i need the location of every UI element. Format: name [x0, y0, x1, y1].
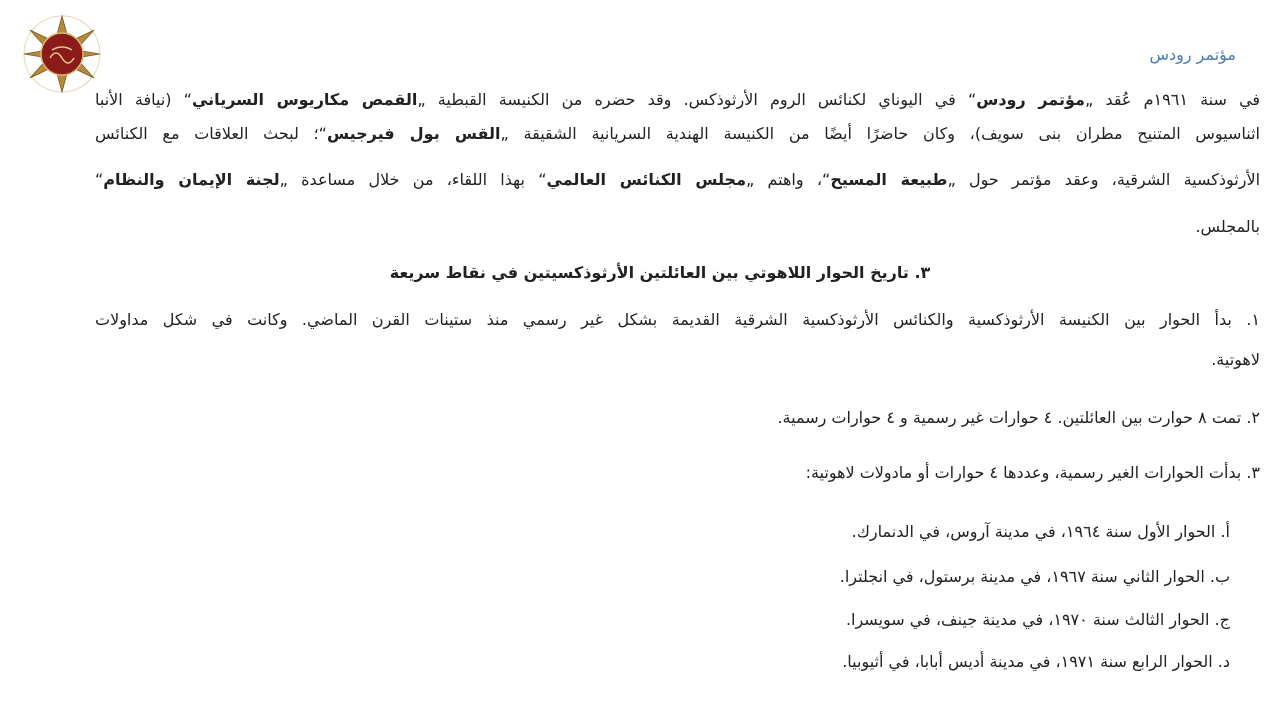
list-item-continuation: لاهوتية.	[1211, 350, 1260, 369]
list-item: ١. بدأ الحوار بين الكنيسة الأرثوذكسية والكنائس الأرثوذكسية الشرقية القديمة بشكل غير رسمي منذ ستينات القرن الماضي. وكانت في شكل مداولات	[95, 310, 1260, 329]
section-heading: ٣. تاريخ الحوار اللاهوتي بين العائلتين الأرثوذكسيتين في نقاط سريعة	[389, 263, 931, 282]
sub-list-item: ج. الحوار الثالث سنة ١٩٧٠، في مدينة جينف، في سويسرا.	[845, 610, 1230, 629]
paragraph-line: اثناسيوس المتنيح مطران بنى سويف)، وكان حاضرًا أيضًا من الكنيسة الهندية السريانية الشقيقة „القس بول فيرجيس“؛ لبحث العلاقات مع الكنائس	[95, 124, 1260, 143]
sub-list-item: د. الحوار الرابع سنة ١٩٧١، في مدينة أديس أبابا، في أثيوبيا.	[842, 652, 1230, 671]
section-title: مؤتمر رودس	[1149, 45, 1236, 64]
paragraph-line: الأرثوذكسية الشرقية، وعقد مؤتمر حول „طبيعة المسيح“، واهتم „مجلس الكنائس العالمي“ بهذا اللقاء، من خلال مساعدة „لجنة الإيمان والنظام“	[95, 170, 1261, 189]
list-item: ٣. بدأت الحوارات الغير رسمية، وعددها ٤ حوارات أو مادولات لاهوتية:	[805, 463, 1260, 482]
sub-list-item: أ. الحوار الأول سنة ١٩٦٤، في مدينة آروس، في الدنمارك.	[851, 522, 1230, 541]
sub-list-item: ب. الحوار الثاني سنة ١٩٦٧، في مدينة برستول، في انجلترا.	[839, 567, 1230, 586]
paragraph-line: بالمجلس.	[1195, 217, 1260, 236]
list-item: ٢. تمت ٨ حوارت بين العائلتين. ٤ حوارات غير رسمية و ٤ حوارات رسمية.	[777, 408, 1260, 427]
paragraph-line: في سنة ١٩٦١م عُقد „مؤتمر رودس“ في اليوناي لكنائس الروم الأرثوذكس. وقد حضره من الكنيسة القبطية „القمص مكاريوس السرياني“ (نيافة الأنبا	[95, 90, 1261, 109]
coptic-seal-logo	[22, 14, 102, 94]
